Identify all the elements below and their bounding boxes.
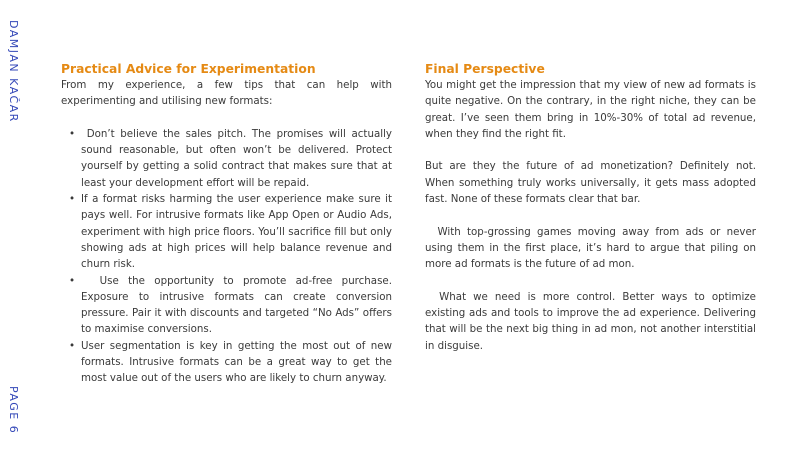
page-number: PAGE 6 [7,386,20,435]
tip-text: User segmentation is key in getting the most out of new formats. Intrusive formats can be a great way to get the most value out of the users who are likely to churn anyway. [81,339,392,385]
tip-text: If a format risks harming the user experience make sure it pays well. For intrusive formats like App Open or Audio Ads, experiment with high price floors. You’ll sacrifice fill but only showing ads at high prices will help balance revenue and churn risk. [81,193,392,271]
list-item [61,126,396,191]
final-perspective-paragraph: What we need is more control. Better ways to optimize existing ads and tools to improve the ad experience. Delivering that will be the next big thing in ad mon, not another interstitial in disguise. [425,290,760,352]
bullet-icon: • [69,339,76,352]
list-item [61,273,396,338]
list-item [61,338,392,387]
author-name: DAMJAN KAČAR [7,20,20,123]
final-perspective-paragraph: But are they the future of ad monetization? Definitely not. When something truly works universally, it gets mass adopted fast. None of these formats clear that bar. [425,160,756,206]
bullet-icon: • [69,274,76,287]
final-perspective-paragraph: With top-grossing games moving away from ads or never using them in the first place, it’s hard to argue that piling on more ad formats is the future of ad mon. [425,225,760,271]
list-item [61,191,392,272]
tip-text: Use the opportunity to promote ad-free purchase. Exposure to intrusive formats can create conversion pressure. Pair it with discounts and targeted “No Ads” offers to maximise conversions. [81,274,396,336]
tip-text: Don’t believe the sales pitch. The promises will actually sound reasonable, but often won’t be delivered. Protect yourself by getting a solid contract that makes sure that at least your development effort will be repaid. [81,127,396,189]
practical-advice-intro: From my experience, a few tips that can help with experimenting and utilising new formats: [61,79,392,108]
final-perspective-heading: Final Perspective [425,62,545,76]
practical-advice-heading: Practical Advice for Experimentation [61,62,316,76]
tips-list [61,126,396,387]
final-perspective-paragraph: You might get the impression that my view of new ad formats is quite negative. On the contrary, in the right niche, they can be great. I’ve seen them bring in 10%-30% of total ad revenue, when they find the right fit. [425,79,756,140]
final-perspective-section [425,62,760,354]
bullet-icon: • [69,193,76,206]
bullet-icon: • [69,127,76,140]
practical-advice-section [61,62,396,387]
